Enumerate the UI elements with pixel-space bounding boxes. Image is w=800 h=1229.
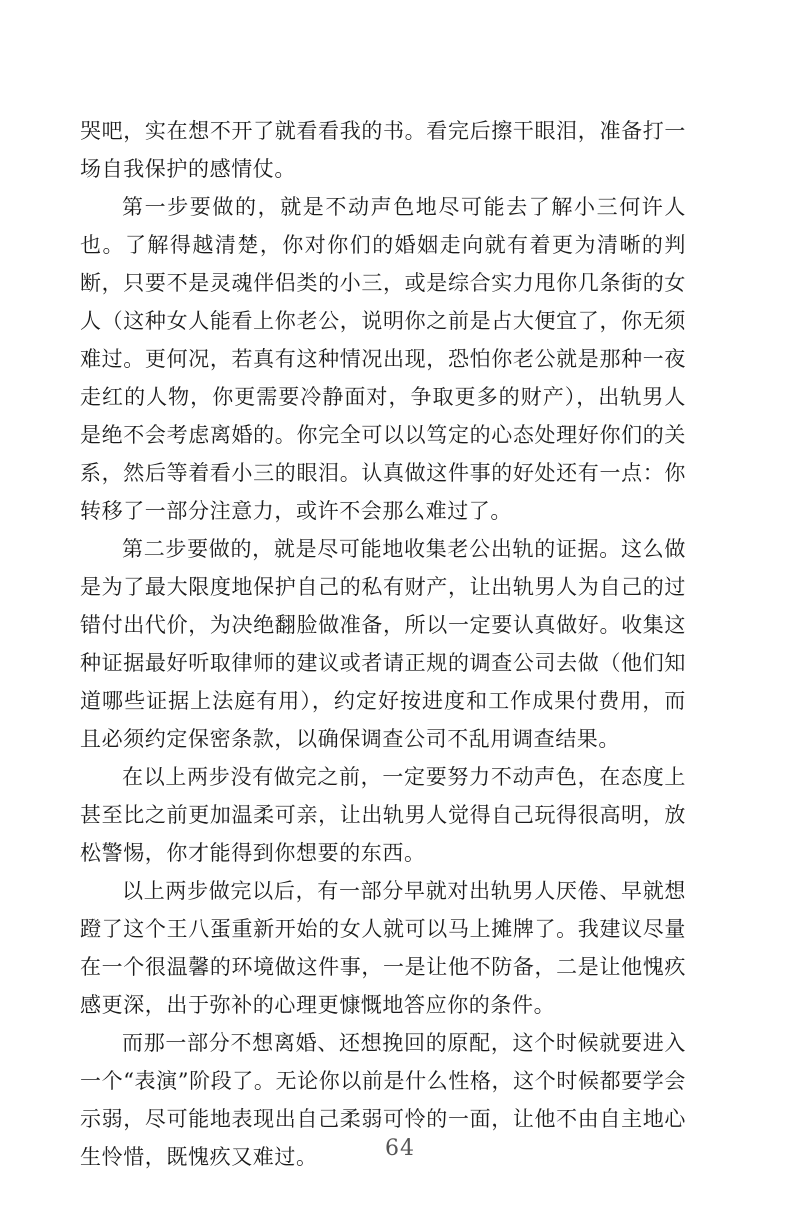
paragraph-2: 第一步要做的，就是不动声色地尽可能去了解小三何许人也。了解得越清楚，你对你们的婚姻走向就有着更为清晰的判断，只要不是灵魂伴侣类的小三，或是综合实力甩你几条街的女人（这种女人能看上你老公，说明你之前是占大便宜了，你无须难过。更何况，若真有这种情况出现，恐怕你老公就是那种一夜走红的人物，你更需要冷静面对，争取更多的财产），出轨男人是绝不会考虑离婚的。你完全可以以笃定的心态处理好你们的关系，然后等着看小三的眼泪。认真做这件事的好处还有一点：你转移了一部分注意力，或许不会那么难过了。: [80, 195, 686, 523]
page-number: 64: [385, 1136, 415, 1161]
paragraph-4: 在以上两步没有做完之前，一定要努力不动声色，在态度上甚至比之前更加温柔可亲，让出轨男人觉得自己玩得很高明，放松警惕，你才能得到你想要的东西。: [80, 765, 686, 865]
paragraph-6: 而那一部分不想离婚、还想挽回的原配，这个时候就要进入一个“表演”阶段了。无论你以前是什么性格，这个时候都要学会示弱，尽可能地表现出自己柔弱可怜的一面，让他不由自主地心生怜惜，既愧疚又难过。: [80, 1031, 686, 1169]
paragraph-3: 第二步要做的，就是尽可能地收集老公出轨的证据。这么做是为了最大限度地保护自己的私有财产，让出轨男人为自己的过错付出代价，为决绝翻脸做准备，所以一定要认真做好。收集这种证据最好听取律师的建议或者请正规的调查公司去做（他们知道哪些证据上法庭有用），约定好按进度和工作成果付费用，而且必须约定保密条款，以确保调查公司不乱用调查结果。: [80, 537, 686, 751]
paragraph-1: 哭吧，实在想不开了就看看我的书。看完后擦干眼泪，准备打一场自我保护的感情仗。: [80, 119, 686, 181]
paragraph-5: 以上两步做完以后，有一部分早就对出轨男人厌倦、早就想蹬了这个王八蛋重新开始的女人就可以马上摊牌了。我建议尽量在一个很温馨的环境做这件事，一是让他不防备，二是让他愧疚感更深，出于弥补的心理更慷慨地答应你的条件。: [80, 879, 686, 1017]
page-body: [80, 112, 686, 1176]
